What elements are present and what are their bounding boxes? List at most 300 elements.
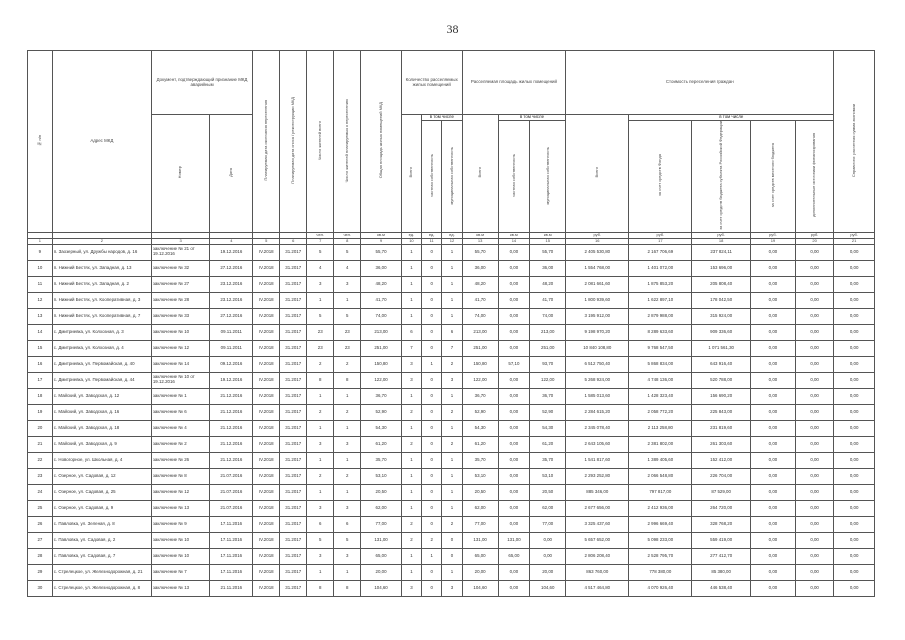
column-number-cell: 7 xyxy=(307,238,334,244)
table-cell: 1 xyxy=(401,276,421,292)
table-cell: п. Нижний Бестях, ул. Кооперативная, д. 3 xyxy=(52,292,151,308)
table-cell: 61,20 xyxy=(361,436,402,452)
table-cell: 2 xyxy=(334,468,361,484)
table-cell: с. Озерное, ул. Садовая, д. 9 xyxy=(52,500,151,516)
table-cell: 0,00 xyxy=(750,244,795,260)
table-cell: с. Озерное, ул. Садовая, д. 25 xyxy=(52,484,151,500)
table-cell: 1 xyxy=(334,420,361,436)
table-cell: 31.2017 xyxy=(280,500,307,516)
table-cell: 5 xyxy=(334,244,361,260)
table-cell: 11 xyxy=(28,276,53,292)
table-cell: 0,00 xyxy=(498,308,530,324)
column-number-cell: 20 xyxy=(795,238,833,244)
table-cell: 1 554 768,00 xyxy=(566,260,629,276)
table-cell: 3 xyxy=(334,436,361,452)
table-cell: 0,00 xyxy=(795,244,833,260)
table-cell: 0,00 xyxy=(795,356,833,372)
table-cell: 213,00 xyxy=(530,324,566,340)
table-row xyxy=(28,580,875,596)
table-cell: 1 xyxy=(334,388,361,404)
table-cell: 1 xyxy=(442,500,462,516)
table-cell: 0,00 xyxy=(834,484,875,500)
table-cell: с. Павловка, ул. Садовая, д. 2 xyxy=(52,532,151,548)
table-cell: 0,00 xyxy=(498,580,530,596)
table-cell: 2 643 105,60 xyxy=(566,436,629,452)
table-cell: 23.12.2016 xyxy=(210,292,253,308)
table-cell: 104,60 xyxy=(530,580,566,596)
table-cell: IV.2018 xyxy=(253,532,280,548)
table-body xyxy=(28,244,875,596)
table-cell: 0,00 xyxy=(498,484,530,500)
table-cell: 2 xyxy=(422,532,442,548)
table-cell: 0 xyxy=(422,308,442,324)
table-cell: 2 xyxy=(442,516,462,532)
table-cell: 17.11.2016 xyxy=(210,548,253,564)
table-cell: 53,10 xyxy=(462,468,498,484)
table-row xyxy=(28,276,875,292)
table-cell: 0,00 xyxy=(834,244,875,260)
table-cell: 1 xyxy=(442,260,462,276)
unit-cell: кв.м xyxy=(361,232,402,238)
table-cell: IV.2018 xyxy=(253,420,280,436)
table-cell: 9 768 547,50 xyxy=(629,340,692,356)
table-cell: 863 760,00 xyxy=(566,564,629,580)
table-cell: 909 336,60 xyxy=(692,324,751,340)
table-cell: 09.11.2011 xyxy=(210,340,253,356)
column-number-cell: 13 xyxy=(462,238,498,244)
planned-demolish-header: Планируемая дата сноса / реконструкции МКД xyxy=(280,51,307,233)
table-cell: 5 xyxy=(307,308,334,324)
table-cell: 8 289 633,60 xyxy=(629,324,692,340)
table-cell: 31.2017 xyxy=(280,324,307,340)
table-cell: 6 512 750,40 xyxy=(566,356,629,372)
table-cell: 48,20 xyxy=(462,276,498,292)
table-cell: 0,00 xyxy=(834,340,875,356)
column-number-cell: 19 xyxy=(750,238,795,244)
header-row-1 xyxy=(28,51,875,115)
planned-resettle-header: Планируемая дата окончания переселения xyxy=(253,51,280,233)
table-cell: заключение № 10 xyxy=(151,548,210,564)
table-cell: 1 xyxy=(422,548,442,564)
table-row xyxy=(28,356,875,372)
table-cell: 1 389 405,60 xyxy=(629,452,692,468)
table-cell: 23.12.2016 xyxy=(210,276,253,292)
table-cell: IV.2018 xyxy=(253,500,280,516)
table-cell: IV.2018 xyxy=(253,372,280,388)
table-cell: 31.2017 xyxy=(280,484,307,500)
table-cell: 87 529,00 xyxy=(692,484,751,500)
table-cell: 0,00 xyxy=(498,420,530,436)
table-cell: 5 xyxy=(307,532,334,548)
table-cell: 5 268 924,00 xyxy=(566,372,629,388)
area-private-header: частная собственность xyxy=(498,121,530,233)
table-cell: 237 824,11 xyxy=(692,244,751,260)
unit-cell: кв.м xyxy=(498,232,530,238)
table-cell: 0,00 xyxy=(834,500,875,516)
table-cell: 1 xyxy=(442,564,462,580)
table-cell: 28 xyxy=(28,548,53,564)
table-cell: IV.2018 xyxy=(253,308,280,324)
table-cell: 797 817,00 xyxy=(629,484,692,500)
table-cell: 3 xyxy=(334,500,361,516)
table-cell: 0,00 xyxy=(795,420,833,436)
table-cell: 35,70 xyxy=(462,452,498,468)
table-cell: 21.12.2016 xyxy=(210,436,253,452)
table-cell: 27.12.2016 xyxy=(210,260,253,276)
rooms-private-header: частная собственность xyxy=(422,121,442,233)
table-cell: 31.2017 xyxy=(280,420,307,436)
table-cell: 446 538,40 xyxy=(692,580,751,596)
column-number-cell: 14 xyxy=(498,238,530,244)
table-cell: 1 xyxy=(401,292,421,308)
table-cell: 1 xyxy=(307,420,334,436)
rooms-group-header: Количество расселяемых жилых помещений xyxy=(401,51,462,115)
table-cell: 0,00 xyxy=(498,564,530,580)
table-row xyxy=(28,372,875,388)
table-cell: 2 xyxy=(401,404,421,420)
table-cell: 1 xyxy=(422,356,442,372)
table-row xyxy=(28,388,875,404)
unit-cell: руб. xyxy=(795,232,833,238)
table-cell: 0,00 xyxy=(498,452,530,468)
cost-fund-header: за счет средств Фонда xyxy=(629,121,692,233)
table-cell: 1 xyxy=(401,244,421,260)
table-cell: IV.2018 xyxy=(253,436,280,452)
table-cell: 1 xyxy=(307,564,334,580)
table-cell: IV.2018 xyxy=(253,564,280,580)
table-cell: 2 xyxy=(334,404,361,420)
table-cell: 31.2017 xyxy=(280,452,307,468)
table-cell: 1 xyxy=(401,500,421,516)
table-cell: 520 788,00 xyxy=(692,372,751,388)
unit-cell: руб. xyxy=(692,232,751,238)
unit-cell: кв.м xyxy=(530,232,566,238)
table-cell: 27.12.2016 xyxy=(210,308,253,324)
table-row xyxy=(28,452,875,468)
table-cell: 643 916,40 xyxy=(692,356,751,372)
table-cell: 21.07.2016 xyxy=(210,468,253,484)
table-cell: 20 xyxy=(28,420,53,436)
table-cell: 20,50 xyxy=(530,484,566,500)
unit-cell: ед. xyxy=(422,232,442,238)
table-cell: 0 xyxy=(422,420,442,436)
table-cell: 0,00 xyxy=(750,260,795,276)
table-row xyxy=(28,324,875,340)
table-cell: 3 195 912,00 xyxy=(566,308,629,324)
table-cell: IV.2018 xyxy=(253,404,280,420)
table-cell: 0,00 xyxy=(834,436,875,452)
table-cell: с. Дмитриевка, ул. Колхозная, д. 3 xyxy=(52,324,151,340)
column-number-cell: 1 xyxy=(28,238,53,244)
area-total-header: Общая площадь жилых помещений МКД xyxy=(361,51,402,233)
table-cell: 559 419,00 xyxy=(692,532,751,548)
table-cell: 5 xyxy=(307,244,334,260)
table-cell: IV.2018 xyxy=(253,292,280,308)
table-cell: 0,00 xyxy=(750,548,795,564)
table-cell: 41,70 xyxy=(530,292,566,308)
table-cell: 1 xyxy=(401,484,421,500)
table-cell: 0,00 xyxy=(498,500,530,516)
table-cell: 36,00 xyxy=(530,260,566,276)
table-cell: 3 xyxy=(442,580,462,596)
table-cell: 0,00 xyxy=(834,532,875,548)
table-cell: 0 xyxy=(422,580,442,596)
table-cell: 48,20 xyxy=(361,276,402,292)
table-cell: 1 401 072,00 xyxy=(629,260,692,276)
table-cell: 0,00 xyxy=(530,532,566,548)
table-cell: 74,00 xyxy=(361,308,402,324)
table-cell: 156 690,20 xyxy=(692,388,751,404)
table-cell: 1 xyxy=(401,468,421,484)
table-cell: 0,00 xyxy=(795,564,833,580)
table-cell: 2 381 802,00 xyxy=(629,436,692,452)
table-cell: 122,00 xyxy=(361,372,402,388)
table-cell: 1 585 013,60 xyxy=(566,388,629,404)
table-cell: п. Нижний Бестях, ул. Западная, д. 13 xyxy=(52,260,151,276)
table-cell: 3 xyxy=(307,548,334,564)
table-cell: 1 xyxy=(401,260,421,276)
table-cell: 213,00 xyxy=(361,324,402,340)
table-cell: 65,00 xyxy=(361,548,402,564)
table-cell: 20,50 xyxy=(361,484,402,500)
table-cell: 2 xyxy=(334,356,361,372)
table-cell: 778 380,00 xyxy=(629,564,692,580)
table-cell: 61,20 xyxy=(530,436,566,452)
table-cell: 0,00 xyxy=(750,452,795,468)
table-cell: 4 070 926,40 xyxy=(629,580,692,596)
table-cell: 2 xyxy=(401,516,421,532)
table-cell: 0,00 xyxy=(795,484,833,500)
table-cell: 0 xyxy=(422,260,442,276)
table-cell: 0,00 xyxy=(834,580,875,596)
table-cell: 8 xyxy=(307,372,334,388)
table-cell: 205 808,40 xyxy=(692,276,751,292)
table-cell: 31.2017 xyxy=(280,372,307,388)
table-cell: 61,20 xyxy=(462,436,498,452)
table-row xyxy=(28,420,875,436)
table-cell: 1 800 939,60 xyxy=(566,292,629,308)
table-cell: 23 xyxy=(28,468,53,484)
table-cell: 1 xyxy=(401,548,421,564)
table-cell: 10 840 108,80 xyxy=(566,340,629,356)
table-cell: заключение № 12 xyxy=(151,484,210,500)
table-cell: 36,70 xyxy=(462,388,498,404)
table-cell: 1 xyxy=(307,388,334,404)
table-cell: 21.07.2016 xyxy=(210,484,253,500)
table-cell: 3 xyxy=(334,276,361,292)
table-cell: п. Заозерный, ул. Дружбы народов, д. 16 xyxy=(52,244,151,260)
table-cell: 3 xyxy=(442,372,462,388)
table-cell: 0,00 xyxy=(795,580,833,596)
table-cell: 31.2017 xyxy=(280,580,307,596)
residents-planned-header: Число жителей планируемых к переселению xyxy=(334,51,361,233)
table-row xyxy=(28,244,875,260)
table-cell: 0,00 xyxy=(834,388,875,404)
table-cell: 231 819,60 xyxy=(692,420,751,436)
table-cell: заключение № 33 xyxy=(151,308,210,324)
doc-date-header: Дата xyxy=(210,115,253,233)
table-row xyxy=(28,404,875,420)
table-cell: 0 xyxy=(422,436,442,452)
table-cell: 0,00 xyxy=(834,372,875,388)
table-cell: 178 042,50 xyxy=(692,292,751,308)
table-cell: 3 325 437,60 xyxy=(566,516,629,532)
table-cell: 251,00 xyxy=(361,340,402,356)
table-cell: 0,00 xyxy=(498,404,530,420)
table-cell: 21.12.2016 xyxy=(210,452,253,468)
table-cell: заключение № 13 xyxy=(151,500,210,516)
table-cell: 14 xyxy=(28,324,53,340)
table-cell: 55,70 xyxy=(462,244,498,260)
table-cell: 0,00 xyxy=(750,308,795,324)
table-cell: 62,00 xyxy=(462,500,498,516)
table-row xyxy=(28,564,875,580)
table-cell: 3 xyxy=(307,276,334,292)
unit-cell: руб. xyxy=(834,232,875,238)
column-number-cell: 12 xyxy=(442,238,462,244)
table-cell: 31.2017 xyxy=(280,532,307,548)
table-cell: 48,20 xyxy=(530,276,566,292)
table-cell: 0,00 xyxy=(795,532,833,548)
table-cell: 1 541 817,60 xyxy=(566,452,629,468)
table-cell: с. Майский, ул. Заводская, д. 18 xyxy=(52,420,151,436)
table-cell: заключение № 32 xyxy=(151,260,210,276)
table-cell: 16 xyxy=(28,356,53,372)
table-cell: 0,00 xyxy=(750,468,795,484)
table-cell: 52,90 xyxy=(462,404,498,420)
table-cell: заключение № 28 xyxy=(151,292,210,308)
unit-cell: руб. xyxy=(750,232,795,238)
table-cell: 54,30 xyxy=(530,420,566,436)
table-cell: 10 xyxy=(28,260,53,276)
table-cell: 5 657 652,00 xyxy=(566,532,629,548)
table-cell: 93,70 xyxy=(530,356,566,372)
table-cell: 152 412,00 xyxy=(692,452,751,468)
table-cell: 17.11.2016 xyxy=(210,532,253,548)
table-cell: 0 xyxy=(422,372,442,388)
table-cell: 261 303,60 xyxy=(692,436,751,452)
area-all-header: Всего xyxy=(462,115,498,233)
table-cell: 1 xyxy=(307,484,334,500)
table-cell: 1 xyxy=(442,292,462,308)
table-cell: 2 xyxy=(307,404,334,420)
table-cell: 77,00 xyxy=(361,516,402,532)
table-cell: 18 xyxy=(28,388,53,404)
table-cell: 0,00 xyxy=(834,548,875,564)
table-cell: 277 412,70 xyxy=(692,548,751,564)
table-cell: 2 xyxy=(401,532,421,548)
table-cell: 1 xyxy=(401,388,421,404)
table-cell: 885 346,00 xyxy=(566,484,629,500)
table-row xyxy=(28,468,875,484)
table-row xyxy=(28,516,875,532)
rooms-sub-header: в том числе xyxy=(422,115,463,121)
table-cell: 3 xyxy=(307,500,334,516)
table-cell: 104,60 xyxy=(361,580,402,596)
table-cell: IV.2018 xyxy=(253,580,280,596)
table-cell: 0 xyxy=(422,244,442,260)
table-cell: 0 xyxy=(422,324,442,340)
table-cell: 2 405 530,80 xyxy=(566,244,629,260)
table-cell: 0,00 xyxy=(498,276,530,292)
table-cell: 8 xyxy=(307,580,334,596)
table-cell: заключение № 13 xyxy=(151,580,210,596)
table-cell: IV.2018 xyxy=(253,324,280,340)
table-cell: 31.2017 xyxy=(280,436,307,452)
table-cell: 4 517 464,80 xyxy=(566,580,629,596)
table-cell: 2 677 656,00 xyxy=(566,500,629,516)
table-cell: 4 xyxy=(334,260,361,276)
table-cell: 0 xyxy=(422,388,442,404)
table-cell: 0,00 xyxy=(750,356,795,372)
table-cell: IV.2018 xyxy=(253,516,280,532)
table-cell: 213,00 xyxy=(462,324,498,340)
table-cell: 53,10 xyxy=(361,468,402,484)
table-cell: 0,00 xyxy=(834,308,875,324)
table-cell: 8 xyxy=(334,372,361,388)
table-cell: 1 622 897,10 xyxy=(629,292,692,308)
unit-cell: чел. xyxy=(334,232,361,238)
table-cell: 36,70 xyxy=(530,388,566,404)
table-cell: 0,00 xyxy=(795,468,833,484)
cost-total-header: Всего xyxy=(566,115,629,233)
table-cell: 0,00 xyxy=(750,340,795,356)
table-cell: 23 xyxy=(334,324,361,340)
table-cell: с. Майский, ул. Заводская, д. 12 xyxy=(52,388,151,404)
table-cell: 0,00 xyxy=(498,372,530,388)
table-cell: 52,90 xyxy=(530,404,566,420)
table-cell: с. Новогорное, ул. Школьная, д. 4 xyxy=(52,452,151,468)
table-cell: 0,00 xyxy=(750,420,795,436)
column-number-cell: 10 xyxy=(401,238,421,244)
table-cell: 23 xyxy=(307,324,334,340)
table-cell: 3 xyxy=(334,548,361,564)
cost-sub-header: в том числе xyxy=(629,115,834,121)
table-cell: 2 284 615,20 xyxy=(566,404,629,420)
table-cell: 17.11.2016 xyxy=(210,564,253,580)
table-cell: 1 xyxy=(442,388,462,404)
unit-cell: кв.м xyxy=(462,232,498,238)
table-cell: заключение № 9 xyxy=(151,516,210,532)
table-cell: 31.2017 xyxy=(280,308,307,324)
table-cell: с. Дмитриевка, ул. Колхозная, д. 4 xyxy=(52,340,151,356)
table-cell: 7 xyxy=(401,340,421,356)
table-cell: 1 xyxy=(334,564,361,580)
table-cell: 3 xyxy=(401,580,421,596)
table-cell: IV.2018 xyxy=(253,548,280,564)
table-cell: 1 xyxy=(442,484,462,500)
table-cell: 2 113 258,80 xyxy=(629,420,692,436)
table-cell: заключение № 8 xyxy=(151,468,210,484)
table-cell: 2 167 706,69 xyxy=(629,244,692,260)
table-cell: 0,00 xyxy=(834,324,875,340)
table-cell: 3 xyxy=(401,372,421,388)
table-cell: 0 xyxy=(422,500,442,516)
table-cell: 0 xyxy=(422,468,442,484)
table-cell: 9 198 970,20 xyxy=(566,324,629,340)
table-cell: 0,00 xyxy=(795,292,833,308)
table-cell: 21.12.2016 xyxy=(210,388,253,404)
table-cell: 31.2017 xyxy=(280,404,307,420)
table-cell: 09.11.2011 xyxy=(210,324,253,340)
table-cell: 22 xyxy=(28,452,53,468)
table-cell: IV.2018 xyxy=(253,276,280,292)
table-cell: 41,70 xyxy=(462,292,498,308)
table-cell: 65,00 xyxy=(498,548,530,564)
col-num-header: № п/п xyxy=(28,51,53,233)
table-cell: 0,00 xyxy=(750,564,795,580)
table-cell: 31.2017 xyxy=(280,276,307,292)
